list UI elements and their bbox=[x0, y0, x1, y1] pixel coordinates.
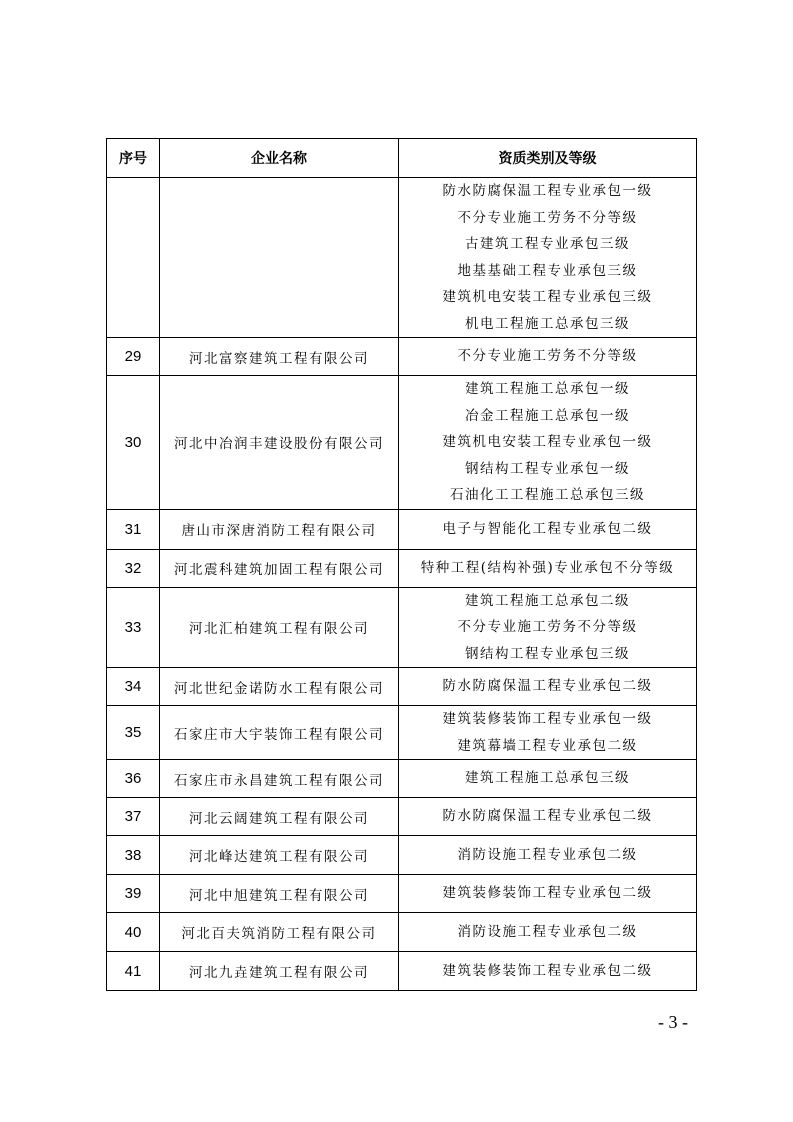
company-name-cell: 石家庄市大宇装饰工程有限公司 bbox=[160, 706, 399, 760]
company-name-cell: 河北云阔建筑工程有限公司 bbox=[160, 798, 399, 836]
table-row bbox=[107, 178, 697, 338]
table-row bbox=[107, 668, 697, 706]
qualification-line: 不分专业施工劳务不分等级 bbox=[457, 209, 638, 226]
qualification-line: 建筑工程施工总承包三级 bbox=[465, 770, 630, 787]
qualification-line: 消防设施工程专业承包二级 bbox=[457, 846, 638, 863]
qualification-line: 建筑装修装饰工程专业承包二级 bbox=[442, 962, 653, 979]
qualification-line: 钢结构工程专业承包三级 bbox=[465, 645, 630, 662]
serial-number-cell: 40 bbox=[107, 913, 160, 952]
table-row bbox=[107, 952, 697, 991]
table-row bbox=[107, 587, 697, 668]
company-name-cell: 唐山市深唐消防工程有限公司 bbox=[160, 509, 399, 549]
qualification-cell bbox=[399, 760, 697, 798]
page-number: - 3 - bbox=[658, 1012, 688, 1032]
table-row bbox=[107, 798, 697, 836]
table-row bbox=[107, 338, 697, 376]
qualification-cell bbox=[399, 706, 697, 760]
qualification-cell bbox=[399, 549, 697, 587]
table-row bbox=[107, 706, 697, 760]
serial-number-cell: 41 bbox=[107, 952, 160, 991]
qualification-cell bbox=[399, 376, 697, 510]
qualification-table bbox=[106, 138, 697, 991]
company-name-cell: 河北中冶润丰建设股份有限公司 bbox=[160, 376, 399, 510]
qualification-line: 防水防腐保温工程专业承包二级 bbox=[442, 808, 653, 825]
qualification-line: 建筑机电安装工程专业承包三级 bbox=[442, 289, 653, 305]
table-row bbox=[107, 760, 697, 798]
company-name-cell: 石家庄市永昌建筑工程有限公司 bbox=[160, 760, 399, 798]
serial-number-cell: 37 bbox=[107, 798, 160, 836]
serial-number-cell: 36 bbox=[107, 760, 160, 798]
qualification-line: 特种工程(结构补强)专业承包不分等级 bbox=[420, 559, 675, 576]
qualification-line: 防水防腐保温工程专业承包一级 bbox=[442, 183, 653, 199]
company-name-cell: 河北世纪金诺防水工程有限公司 bbox=[160, 668, 399, 706]
table-body bbox=[107, 178, 697, 991]
qualification-line: 古建筑工程专业承包三级 bbox=[465, 236, 630, 252]
company-name-cell: 河北汇柏建筑工程有限公司 bbox=[160, 587, 399, 668]
qualification-line: 机电工程施工总承包三级 bbox=[465, 315, 630, 332]
serial-number-cell: 31 bbox=[107, 509, 160, 549]
qualification-line: 建筑装修装饰工程专业承包一级 bbox=[442, 711, 653, 727]
qualification-cell bbox=[399, 836, 697, 875]
company-name-cell: 河北九垚建筑工程有限公司 bbox=[160, 952, 399, 991]
qualification-cell bbox=[399, 952, 697, 991]
qualification-line: 石油化工工程施工总承包三级 bbox=[450, 487, 645, 503]
qualification-line: 建筑机电安装工程专业承包一级 bbox=[442, 434, 653, 450]
table-row bbox=[107, 549, 697, 587]
table-header-row bbox=[107, 139, 697, 178]
serial-number-cell: 32 bbox=[107, 549, 160, 587]
qualification-line: 消防设施工程专业承包二级 bbox=[457, 923, 638, 940]
header-serial-number: 序号 bbox=[107, 139, 160, 178]
company-name-cell: 河北峰达建筑工程有限公司 bbox=[160, 836, 399, 875]
qualification-cell bbox=[399, 178, 697, 338]
serial-number-cell: 35 bbox=[107, 706, 160, 760]
company-name-cell: 河北中旭建筑工程有限公司 bbox=[160, 875, 399, 913]
table-row bbox=[107, 509, 697, 549]
qualification-line: 钢结构工程专业承包一级 bbox=[465, 460, 630, 477]
qualification-cell bbox=[399, 798, 697, 836]
table-row bbox=[107, 836, 697, 875]
serial-number-cell: 38 bbox=[107, 836, 160, 875]
qualification-line: 不分专业施工劳务不分等级 bbox=[457, 348, 638, 365]
qualification-line: 电子与智能化工程专业承包二级 bbox=[442, 520, 653, 537]
header-company-name: 企业名称 bbox=[160, 139, 399, 178]
qualification-cell bbox=[399, 509, 697, 549]
qualification-line: 建筑工程施工总承包二级 bbox=[465, 592, 630, 609]
qualification-line: 不分专业施工劳务不分等级 bbox=[457, 619, 638, 635]
qualification-cell bbox=[399, 338, 697, 376]
table-row bbox=[107, 913, 697, 952]
company-name-cell bbox=[160, 178, 399, 338]
qualification-cell bbox=[399, 587, 697, 668]
qualification-line: 建筑幕墙工程专业承包二级 bbox=[457, 737, 638, 754]
company-name-cell: 河北百夫筑消防工程有限公司 bbox=[160, 913, 399, 952]
qualification-line: 建筑装修装饰工程专业承包二级 bbox=[442, 885, 653, 902]
table-row bbox=[107, 376, 697, 510]
qualification-cell bbox=[399, 668, 697, 706]
serial-number-cell: 33 bbox=[107, 587, 160, 668]
qualification-line: 冶金工程施工总承包一级 bbox=[465, 407, 630, 424]
qualification-line: 地基基础工程专业承包三级 bbox=[457, 262, 638, 279]
serial-number-cell bbox=[107, 178, 160, 338]
qualification-cell bbox=[399, 913, 697, 952]
serial-number-cell: 39 bbox=[107, 875, 160, 913]
qualification-cell bbox=[399, 875, 697, 913]
serial-number-cell: 34 bbox=[107, 668, 160, 706]
qualification-line: 建筑工程施工总承包一级 bbox=[465, 381, 630, 397]
serial-number-cell: 29 bbox=[107, 338, 160, 376]
table-row bbox=[107, 875, 697, 913]
header-qualification: 资质类别及等级 bbox=[399, 139, 697, 178]
company-name-cell: 河北富察建筑工程有限公司 bbox=[160, 338, 399, 376]
company-name-cell: 河北震科建筑加固工程有限公司 bbox=[160, 549, 399, 587]
qualification-line: 防水防腐保温工程专业承包二级 bbox=[442, 678, 653, 695]
serial-number-cell: 30 bbox=[107, 376, 160, 510]
